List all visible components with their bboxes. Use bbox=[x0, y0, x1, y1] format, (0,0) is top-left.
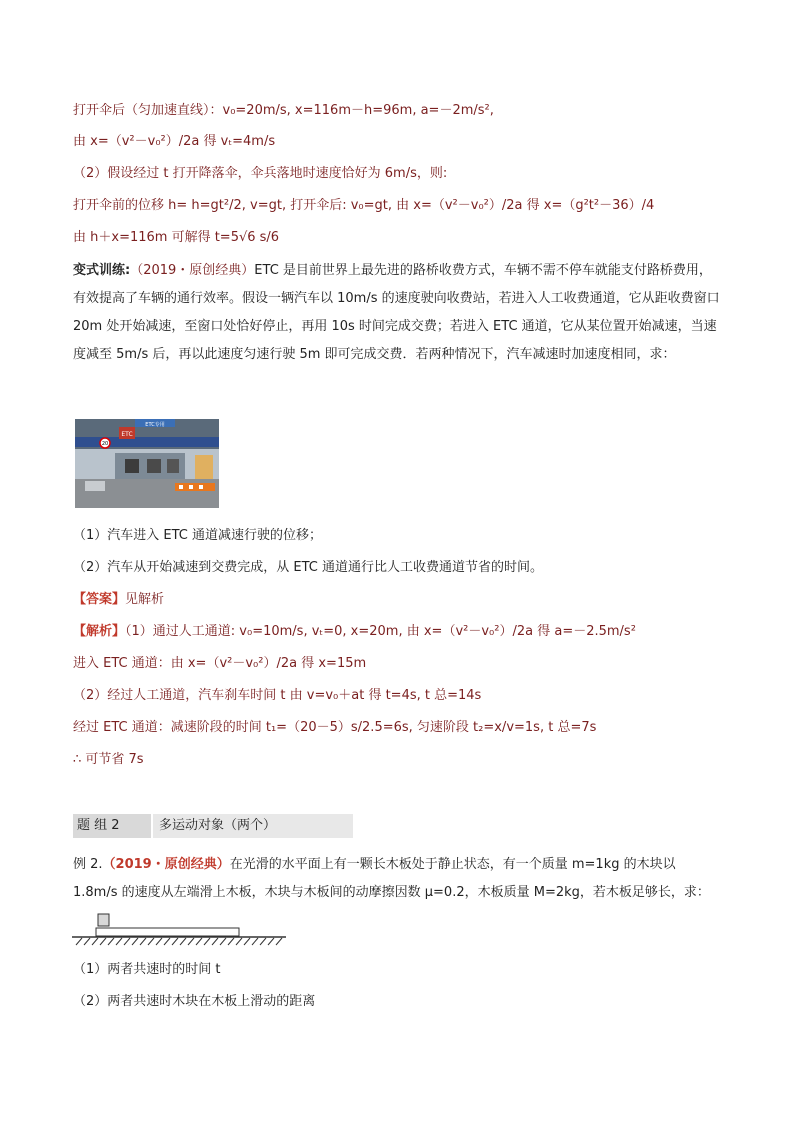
speed-limit-sign: 20 bbox=[101, 441, 109, 447]
analysis-line-1 bbox=[73, 622, 636, 642]
variant-text: ETC 是目前世界上最先进的路桥收费方式，车辆不需不停车就能支付路桥费用，有效提高了车辆的通行效率。假设一辆汽车以 10m/s 的速度驶向收费站，若进入人工收费通道，它从距收费窗口 20m 处开始减速，至窗口处恰好停止，再用 10s 时间完成交费；若进入 ETC 通道，它从某位置开始减速，当速度减至 5m/s 后，再以此速度匀速行驶 5m 即可完成交费．若两种情况下，汽车减速时加速度相同，求： bbox=[73, 263, 720, 362]
example-question-1: （1）两者共速时的时间 t bbox=[73, 962, 221, 977]
variant-paragraph bbox=[73, 257, 723, 369]
wood-block bbox=[98, 914, 109, 926]
answer-text: 见解析 bbox=[125, 592, 165, 607]
analysis-line-2: 进入 ETC 通道：由 x=（v²－v₀²）/2a 得 x=15m bbox=[73, 656, 367, 671]
example-label: 例 2. bbox=[73, 857, 103, 872]
analysis-text-1: （1）通过人工通道: v₀=10m/s, vₜ=0, x=20m, 由 x=（v²－v₀²）/2a 得 a=－2.5m/s² bbox=[125, 624, 636, 639]
question-1: （1）汽车进入 ETC 通道减速行驶的位移； bbox=[73, 528, 323, 543]
example-source: （2019・原创经典） bbox=[102, 857, 230, 872]
ground-hatching bbox=[76, 938, 282, 945]
analysis-line-3: （2）经过人工通道，汽车刹车时间 t 由 v=v₀＋at 得 t=4s, t 总=14s bbox=[73, 688, 482, 703]
question-2: （2）汽车从开始减速到交费完成，从 ETC 通道通行比人工收费通道节省的时间。 bbox=[73, 560, 544, 575]
solution-line-5: 由 h＋x=116m 可解得 t=5√6 s/6 bbox=[73, 230, 280, 245]
group-label: 题 组 2 bbox=[73, 814, 153, 838]
etc-toll-photo bbox=[75, 419, 219, 508]
analysis-line-4: 经过 ETC 通道：减速阶段的时间 t₁=（20－5）s/2.5=6s, 匀速阶段 t₂=x/v=1s, t 总=7s bbox=[73, 720, 597, 735]
example-paragraph bbox=[73, 851, 723, 907]
solution-line-3: （2）假设经过 t 打开降落伞，伞兵落地时速度恰好为 6m/s，则: bbox=[73, 166, 448, 181]
example-question-2: （2）两者共速时木块在木板上滑动的距离 bbox=[73, 994, 316, 1009]
solution-line-1: 打开伞后（匀加速直线）：v₀=20m/s, x=116m－h=96m, a=－2m/s², bbox=[73, 103, 494, 118]
analysis-label: 【解析】 bbox=[73, 624, 126, 639]
answer-label: 【答案】 bbox=[73, 592, 126, 607]
wood-board bbox=[96, 928, 239, 936]
solution-line-4: 打开伞前的位移 h= h=gt²/2, v=gt, 打开伞后: v₀=gt, 由 x=（v²－v₀²）/2a 得 x=（g²t²－36）/4 bbox=[73, 198, 655, 213]
variant-source: （2019・原创经典） bbox=[130, 263, 255, 278]
group-title: 多运动对象（两个） bbox=[153, 814, 353, 838]
variant-label: 变式训练: bbox=[73, 263, 131, 278]
answer-line bbox=[73, 590, 164, 610]
block-board-diagram bbox=[72, 912, 288, 948]
etc-top-sign: ETC专用 bbox=[145, 422, 165, 428]
etc-sign: ETC bbox=[121, 431, 133, 438]
group-header bbox=[73, 814, 353, 838]
analysis-line-5: ∴ 可节省 7s bbox=[73, 752, 144, 767]
example-text: 在光滑的水平面上有一颗长木板处于静止状态，有一个质量 m=1kg 的木块以 1.8m/s 的速度从左端滑上木板，木块与木板间的动摩擦因数 μ=0.2，木板质量 M=2kg，若木板足够长，求： bbox=[73, 857, 710, 900]
solution-line-2: 由 x=（v²－v₀²）/2a 得 vₜ=4m/s bbox=[73, 134, 276, 149]
